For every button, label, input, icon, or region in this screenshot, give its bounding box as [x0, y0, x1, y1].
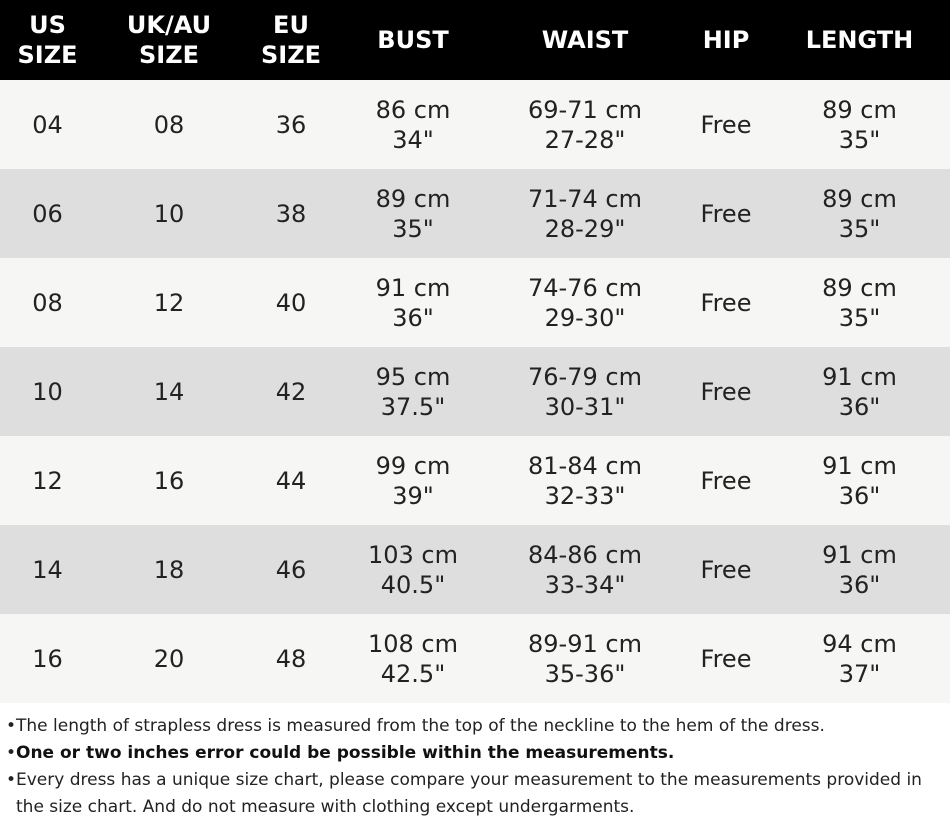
cell-bust — [339, 614, 487, 703]
header-line: US — [29, 11, 66, 39]
cell-value-cm: 108 cm — [367, 629, 458, 658]
cell-hip — [683, 169, 769, 258]
header-line: UK/AU — [126, 11, 212, 39]
header-line: SIZE — [138, 41, 199, 69]
header-line: SIZE — [260, 41, 321, 69]
cell-value: 06 — [32, 199, 63, 228]
cell-value-in: 36" — [392, 303, 434, 332]
table-row — [0, 525, 950, 614]
cell-us-size — [0, 525, 95, 614]
cell-value: 12 — [153, 288, 185, 317]
cell-length — [769, 169, 950, 258]
cell-length — [769, 80, 950, 169]
cell-length — [769, 525, 950, 614]
cell-value-in: 35" — [838, 214, 881, 243]
cell-value: 10 — [153, 199, 185, 228]
cell-eu-size — [243, 614, 339, 703]
header-uk-au-size — [95, 0, 243, 80]
cell-eu-size — [243, 169, 339, 258]
cell-value-cm: 95 cm — [375, 362, 451, 391]
cell-bust — [339, 80, 487, 169]
cell-us-size — [0, 436, 95, 525]
cell-uk-au-size — [95, 436, 243, 525]
cell-value: Free — [700, 644, 752, 673]
cell-value-cm: 74-76 cm — [528, 273, 642, 302]
cell-bust — [339, 347, 487, 436]
cell-hip — [683, 258, 769, 347]
cell-value-cm: 71-74 cm — [528, 184, 642, 213]
cell-waist — [487, 525, 683, 614]
cell-value: Free — [700, 555, 752, 584]
cell-value: 46 — [275, 555, 307, 584]
cell-uk-au-size — [95, 347, 243, 436]
note-item — [6, 767, 940, 821]
cell-uk-au-size — [95, 614, 243, 703]
cell-value-in: 27-28" — [544, 125, 626, 154]
cell-eu-size — [243, 258, 339, 347]
cell-value: Free — [700, 288, 752, 317]
cell-value-cm: 94 cm — [822, 629, 897, 658]
cell-value-in: 30-31" — [544, 392, 626, 421]
cell-bust — [339, 525, 487, 614]
table-row — [0, 80, 950, 169]
cell-us-size — [0, 347, 95, 436]
measurement-notes — [0, 703, 950, 821]
header-line: HIP — [702, 26, 750, 54]
header-eu-size — [243, 0, 339, 80]
cell-value: 16 — [32, 644, 63, 673]
cell-value-in: 29-30" — [544, 303, 626, 332]
cell-value-cm: 91 cm — [822, 362, 897, 391]
cell-value-in: 36" — [838, 481, 881, 510]
cell-value-cm: 91 cm — [375, 273, 451, 302]
cell-value-in: 35" — [838, 125, 881, 154]
table-row — [0, 347, 950, 436]
cell-value-in: 33-34" — [544, 570, 626, 599]
table-row — [0, 436, 950, 525]
cell-value-cm: 89 cm — [822, 273, 897, 302]
cell-value-cm: 91 cm — [822, 451, 897, 480]
table-row — [0, 169, 950, 258]
cell-value-in: 37.5" — [380, 392, 446, 421]
header-line: BUST — [377, 26, 449, 54]
cell-value-cm: 81-84 cm — [528, 451, 642, 480]
cell-eu-size — [243, 347, 339, 436]
cell-eu-size — [243, 525, 339, 614]
cell-value-cm: 69-71 cm — [528, 95, 642, 124]
note-text: The length of strapless dress is measured from the top of the neckline to the hem of the dress. — [16, 716, 825, 736]
cell-value: 14 — [153, 377, 185, 406]
cell-value: 48 — [275, 644, 307, 673]
cell-value: Free — [700, 377, 752, 406]
cell-uk-au-size — [95, 258, 243, 347]
cell-us-size — [0, 258, 95, 347]
cell-value-in: 34" — [392, 125, 434, 154]
cell-value: Free — [700, 466, 752, 495]
cell-value-in: 42.5" — [380, 659, 446, 688]
cell-value-in: 39" — [392, 481, 434, 510]
header-waist — [487, 0, 683, 80]
cell-value-in: 35" — [838, 303, 881, 332]
cell-bust — [339, 436, 487, 525]
cell-value-cm: 86 cm — [375, 95, 451, 124]
cell-value-cm: 84-86 cm — [528, 540, 642, 569]
note-text: Every dress has a unique size chart, please compare your measurement to the measurements provided in the size chart. And do not measure with clothing except undergarments. — [16, 770, 922, 817]
cell-hip — [683, 614, 769, 703]
cell-value-cm: 76-79 cm — [528, 362, 642, 391]
cell-value: 04 — [32, 110, 63, 139]
cell-value: 14 — [32, 555, 63, 584]
cell-value: 36 — [275, 110, 307, 139]
header-hip — [683, 0, 769, 80]
bullet: • — [6, 770, 17, 790]
cell-waist — [487, 436, 683, 525]
cell-length — [769, 258, 950, 347]
table-row — [0, 258, 950, 347]
cell-uk-au-size — [95, 80, 243, 169]
header-line: EU — [273, 11, 309, 39]
note-item — [6, 740, 940, 767]
cell-value: 12 — [32, 466, 63, 495]
header-length — [769, 0, 950, 80]
cell-value-cm: 89 cm — [822, 184, 897, 213]
cell-hip — [683, 525, 769, 614]
cell-value-in: 35" — [392, 214, 434, 243]
cell-value: 08 — [32, 288, 63, 317]
cell-value: Free — [700, 199, 752, 228]
header-line: SIZE — [17, 41, 78, 69]
table-header — [0, 0, 950, 80]
cell-bust — [339, 169, 487, 258]
cell-value-cm: 89 cm — [822, 95, 897, 124]
cell-value: 40 — [275, 288, 307, 317]
header-line: WAIST — [541, 26, 629, 54]
cell-value: 42 — [275, 377, 307, 406]
table-row — [0, 614, 950, 703]
cell-value-in: 32-33" — [544, 481, 626, 510]
cell-us-size — [0, 169, 95, 258]
header-line: LENGTH — [805, 26, 914, 54]
bullet: • — [6, 716, 17, 736]
cell-value-in: 36" — [838, 392, 881, 421]
cell-value-cm: 103 cm — [367, 540, 458, 569]
note-text: One or two inches error could be possible within the measurements. — [16, 743, 675, 763]
cell-value-cm: 89 cm — [375, 184, 451, 213]
cell-length — [769, 436, 950, 525]
cell-us-size — [0, 614, 95, 703]
cell-value: 18 — [153, 555, 185, 584]
cell-value: 20 — [153, 644, 185, 673]
cell-value-in: 40.5" — [380, 570, 446, 599]
cell-value: 16 — [153, 466, 185, 495]
cell-waist — [487, 80, 683, 169]
cell-value-in: 28-29" — [544, 214, 626, 243]
cell-value-in: 37" — [838, 659, 881, 688]
cell-value-cm: 91 cm — [822, 540, 897, 569]
cell-value: 38 — [275, 199, 307, 228]
cell-waist — [487, 169, 683, 258]
cell-hip — [683, 347, 769, 436]
cell-eu-size — [243, 436, 339, 525]
cell-value-in: 36" — [838, 570, 881, 599]
cell-bust — [339, 258, 487, 347]
cell-value: 08 — [153, 110, 185, 139]
cell-length — [769, 347, 950, 436]
cell-value: 10 — [32, 377, 63, 406]
cell-value: Free — [700, 110, 752, 139]
bullet: • — [6, 743, 17, 763]
cell-value-cm: 89-91 cm — [528, 629, 642, 658]
cell-waist — [487, 347, 683, 436]
cell-uk-au-size — [95, 525, 243, 614]
cell-value: 44 — [275, 466, 307, 495]
cell-hip — [683, 436, 769, 525]
note-item — [6, 713, 940, 740]
cell-value-cm: 99 cm — [375, 451, 451, 480]
cell-length — [769, 614, 950, 703]
cell-value-in: 35-36" — [544, 659, 626, 688]
cell-uk-au-size — [95, 169, 243, 258]
header-us-size — [0, 0, 95, 80]
cell-hip — [683, 80, 769, 169]
cell-waist — [487, 614, 683, 703]
cell-waist — [487, 258, 683, 347]
cell-us-size — [0, 80, 95, 169]
cell-eu-size — [243, 80, 339, 169]
header-bust — [339, 0, 487, 80]
